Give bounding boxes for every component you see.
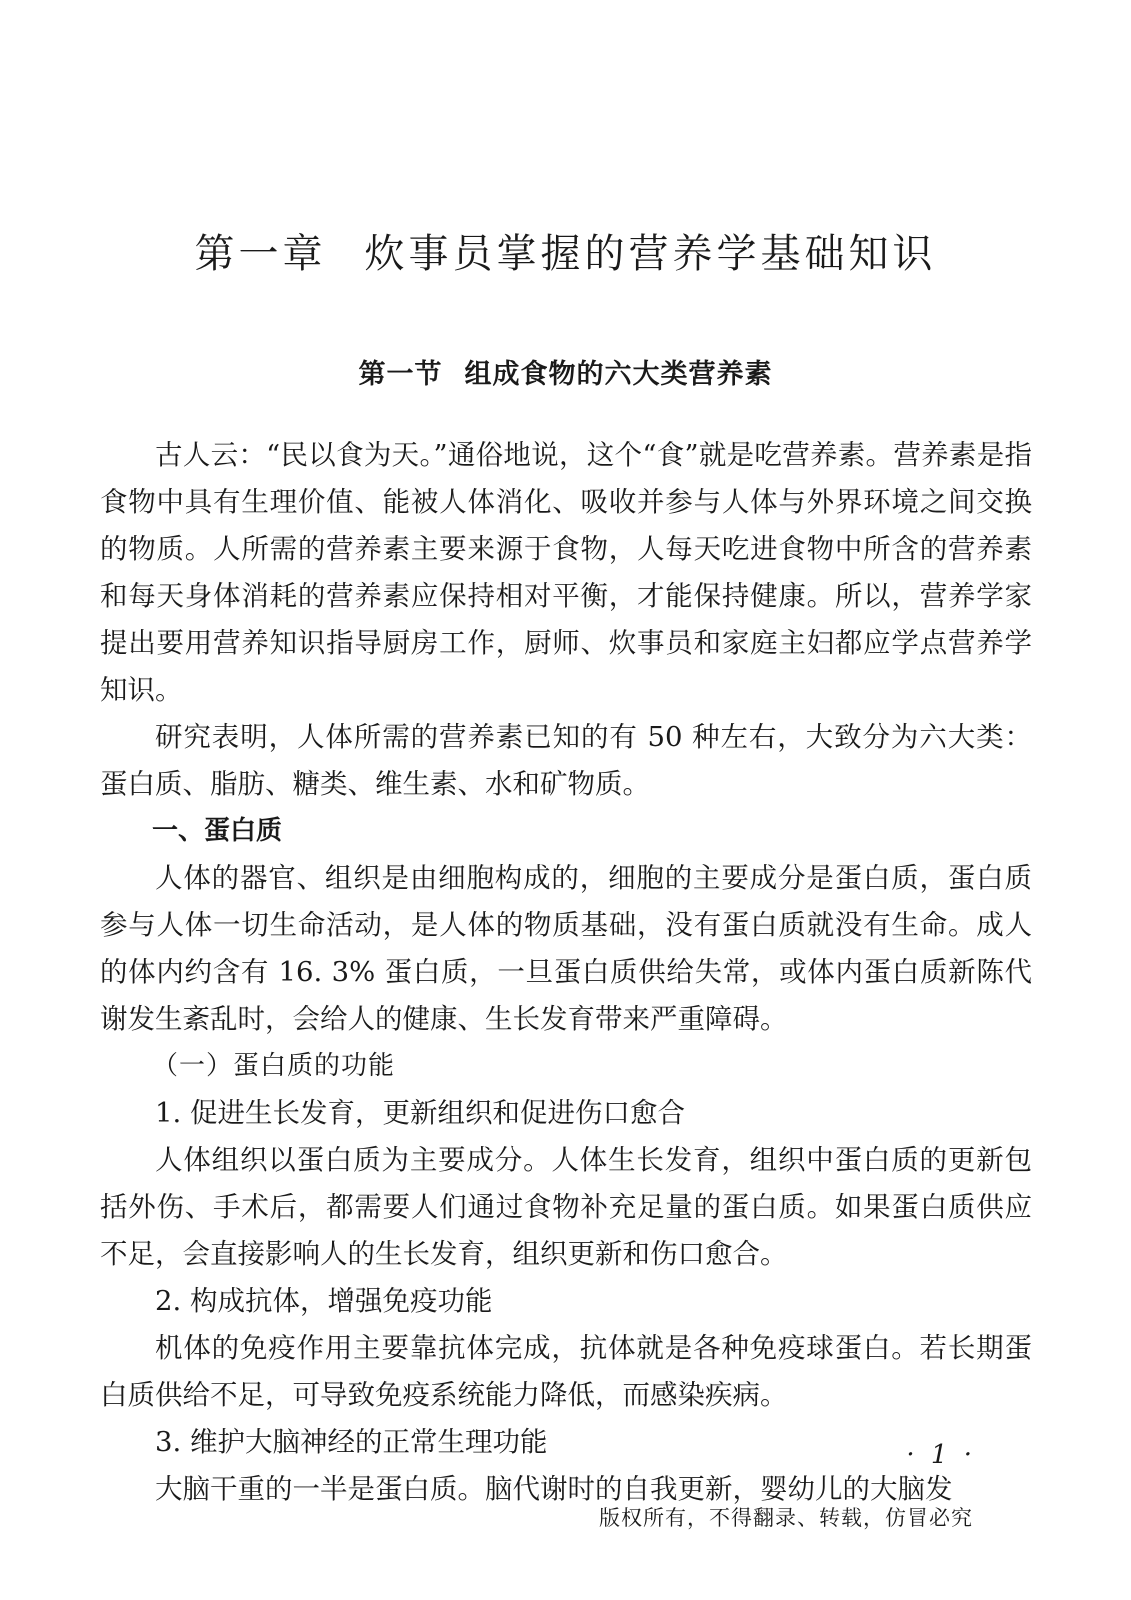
paragraph-item-1: 人体组织以蛋白质为主要成分。人体生长发育，组织中蛋白质的更新包括外伤、手术后，都需要人们通过食物补充足量的蛋白质。如果蛋白质供应不足，会直接影响人的生长发育，组织更新和伤口愈合。: [100, 1144, 1032, 1270]
heading-protein: 一、蛋白质: [152, 816, 283, 846]
paragraph-research: 研究表明，人体所需的营养素已知的有 50 种左右，大致分为六大类：蛋白质、脂肪、糖类、维生素、水和矿物质。: [100, 721, 1032, 800]
body-text: [100, 432, 1032, 1513]
chapter-number: 第一章: [194, 231, 327, 277]
subheading-protein-functions: （一）蛋白质的功能: [152, 1051, 396, 1081]
section-title: [0, 352, 1131, 391]
item-2-title: 2. 构成抗体，增强免疫功能: [155, 1285, 493, 1317]
chapter-title: [0, 222, 1131, 279]
section-number: 第一节: [358, 359, 443, 390]
paragraph-item-3: 大脑干重的一半是蛋白质。脑代谢时的自我更新，婴幼儿的大脑发: [155, 1473, 953, 1505]
chapter-name: 炊事员掌握的营养学基础知识: [364, 231, 937, 277]
paragraph-item-2: 机体的免疫作用主要靠抗体完成，抗体就是各种免疫球蛋白。若长期蛋白质供给不足，可导致免疫系统能力降低，而感染疾病。: [100, 1332, 1032, 1411]
item-3-title: 3. 维护大脑神经的正常生理功能: [155, 1426, 548, 1458]
page-number: · 1 ·: [906, 1440, 976, 1470]
paragraph-intro: 古人云：“民以食为天。”通俗地说，这个“食”就是吃营养素。营养素是指食物中具有生理价值、能被人体消化、吸收并参与人体与外界环境之间交换的物质。人所需的营养素主要来源于食物，人每天吃进食物中所含的营养素和每天身体消耗的营养素应保持相对平衡，才能保持健康。所以，营养学家提出要用营养知识指导厨房工作，厨师、炊事员和家庭主妇都应学点营养学知识。: [100, 439, 1032, 706]
section-name: 组成食物的六大类营养素: [464, 359, 773, 390]
copyright-footer: 版权所有，不得翻录、转载，仿冒必究: [599, 1506, 973, 1530]
paragraph-protein-intro: 人体的器官、组织是由细胞构成的，细胞的主要成分是蛋白质，蛋白质参与人体一切生命活动，是人体的物质基础，没有蛋白质就没有生命。成人的体内约含有 16. 3% 蛋白质，一旦蛋白质供给失常，或体内蛋白质新陈代谢发生紊乱时，会给人的健康、生长发育带来严重障碍。: [100, 862, 1032, 1035]
item-1-title: 1. 促进生长发育，更新组织和促进伤口愈合: [155, 1097, 685, 1129]
